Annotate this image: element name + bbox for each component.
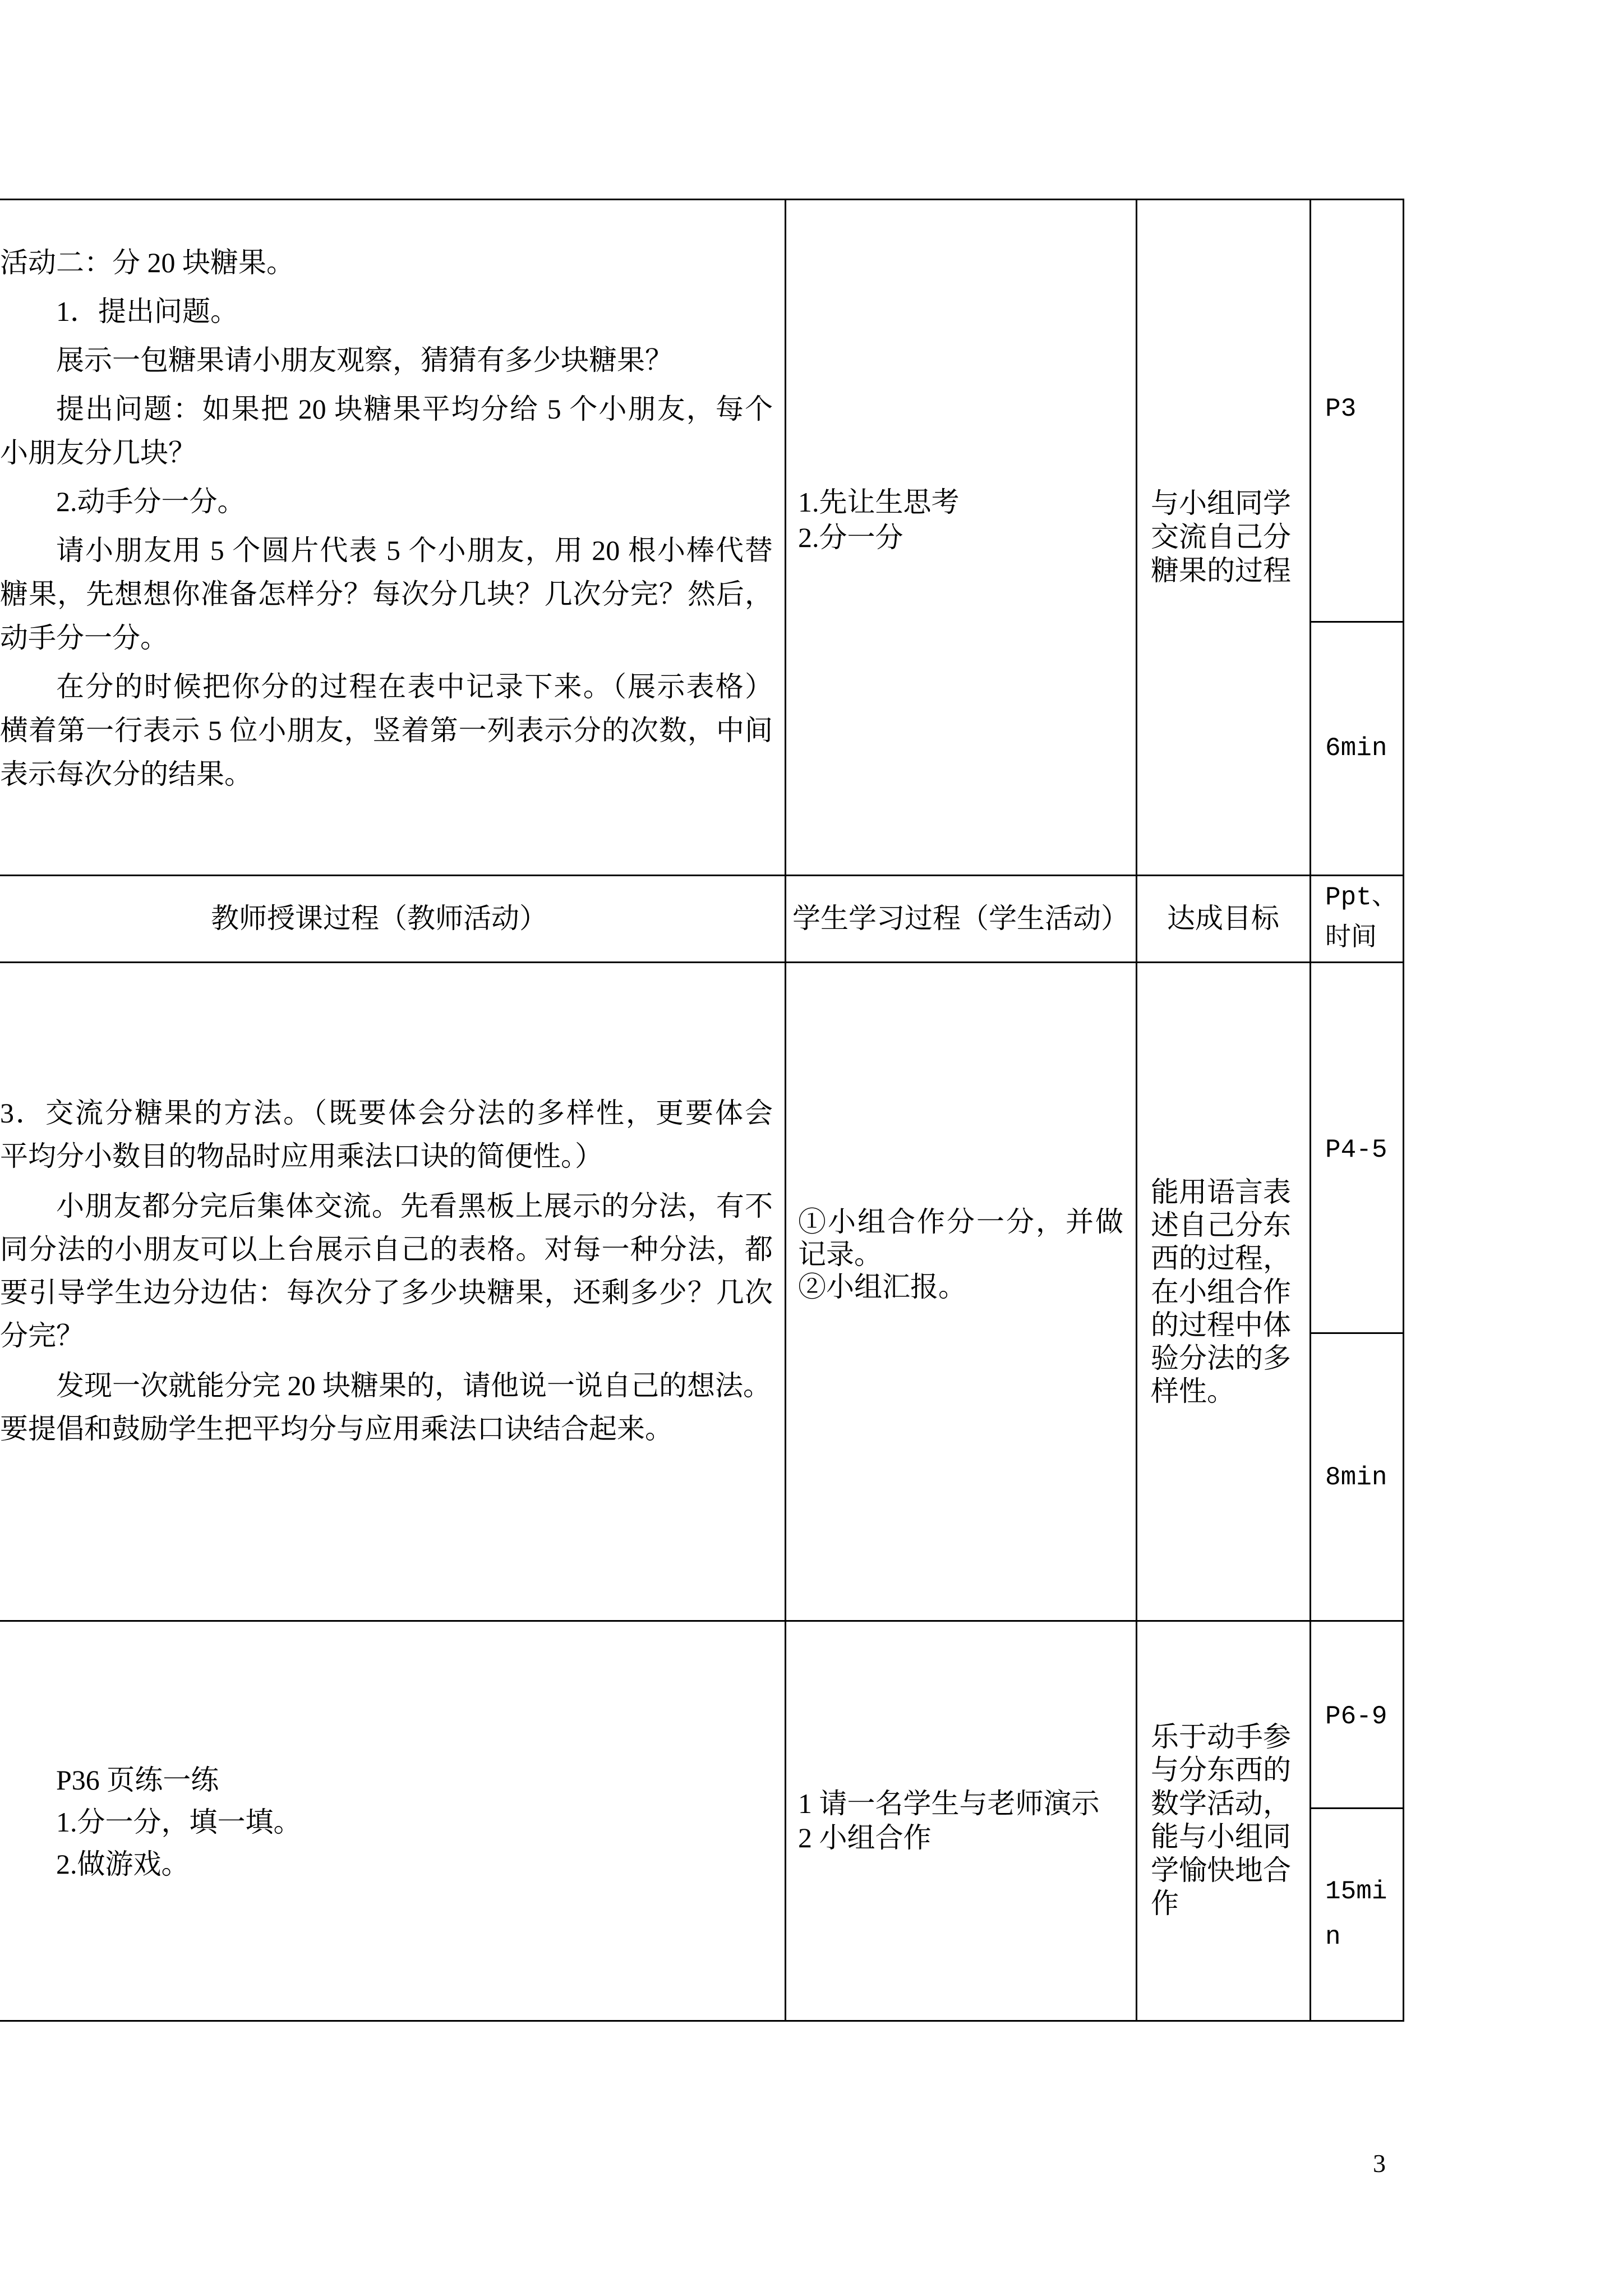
student-activity-line: 1 请一名学生与老师演示 [798,1788,1100,1819]
table-border-line [1310,199,1311,2022]
header-goal [1136,896,1310,940]
table-border-line [0,199,1404,200]
student-activity-line: ②小组汇报。 [798,1271,966,1303]
teacher-activity-line: 2.做游戏。 [56,1848,190,1880]
goal-line: 乐于动手参 [1151,1721,1291,1752]
teacher-activity-line: 发现一次就能分完 20 块糖果的，请他说一说自己的想法。 [56,1370,771,1401]
header-student-activity [785,896,1136,940]
goal-line: 与小组同学 [1151,487,1291,519]
goal-line: 能与小组同 [1151,1821,1291,1853]
time-line: n [1325,1922,1341,1952]
column-heading: 达成目标 [1167,903,1279,934]
teacher-activity-line: 小朋友分几块？ [0,437,196,468]
ppt-page-label: P4-5 [1325,1135,1387,1165]
teacher-activity-line: 要提倡和鼓励学生把平均分与应用乘法口诀结合起来。 [0,1413,673,1444]
table-border-line [1310,1332,1404,1334]
goal-line: 交流自己分 [1151,521,1291,553]
table-border-line [0,875,1404,876]
ppt-page-label: P3 [1325,394,1357,424]
column-heading: 时间 [1325,924,1377,953]
student-activity-line: 记录。 [798,1239,882,1270]
goal-cell [1151,1720,1308,1920]
student-activity-line: 2.分一分 [798,522,903,553]
teacher-activity-line: 1.分一分，填一填。 [56,1806,302,1838]
goal-line: 与分东西的 [1151,1754,1291,1786]
goal-cell [1151,486,1308,587]
goal-line: 的过程中体 [1151,1309,1291,1341]
ppt-page-label: P6-9 [1325,1702,1387,1731]
teacher-activity-line: 要引导学生边分边估：每次分了多少块糖果，还剩多少？几次 [0,1277,773,1308]
teacher-activity-line: 平均分小数目的物品时应用乘法口诀的简便性。） [0,1140,603,1172]
time-cell [1325,1869,1401,1960]
time-cell [1325,729,1401,768]
student-activity-line: ①小组合作分一分，并做 [798,1206,1123,1237]
goal-line: 糖果的过程 [1151,555,1291,586]
teacher-activity-line: 在分的时候把你分的过程在表中记录下来。（展示表格） [56,671,773,702]
time-cell [1325,1458,1401,1497]
student-activity-line: 1.先让生思考 [798,486,960,518]
teacher-activity-line: 同分法的小朋友可以上台展示自己的表格。对每一种分法，都 [0,1234,773,1265]
table-border-line [1403,199,1404,2022]
goal-line: 样性。 [1151,1375,1235,1407]
student-activity-cell [798,485,1129,555]
page-number: 3 [1373,2149,1386,2178]
teacher-activity-line: P36 页练一练 [56,1764,219,1796]
teacher-activity-line: 动手分一分。 [0,622,168,654]
student-activity-cell [798,1787,1129,1855]
column-heading: 学生学习过程（学生活动） [792,903,1129,934]
teacher-activity-line: 分完？ [0,1320,84,1351]
teacher-activity-line: 提出问题：如果把 20 块糖果平均分给 5 个小朋友，每个 [56,393,773,425]
teacher-activity-line: 糖果，先想想你准备怎样分？每次分几块？几次分完？然后， [0,578,773,610]
student-activity-cell [798,1205,1123,1303]
goal-line: 西的过程， [1151,1243,1291,1274]
teacher-activity-cell [0,241,773,796]
time-line: 15mi [1325,1877,1387,1906]
column-heading: Ppt、 [1325,883,1398,912]
column-heading: 教师授课过程（教师活动） [211,903,547,934]
table-border-line [1136,199,1137,2022]
teacher-activity-line: 请小朋友用 5 个圆片代表 5 个小朋友，用 20 根小棒代替 [56,535,773,566]
teacher-activity-line: 小朋友都分完后集体交流。先看黑板上展示的分法，有不 [56,1190,773,1222]
ppt-page-ref [1325,1130,1401,1170]
goal-line: 学愉快地合 [1151,1854,1291,1886]
teacher-activity-line: 活动二：分 20 块糖果。 [0,247,294,278]
teacher-activity-line: 表示每次分的结果。 [0,758,252,790]
student-activity-line: 2 小组合作 [798,1822,932,1853]
time-line: 8min [1325,1463,1387,1492]
table-border-line [0,1620,1404,1622]
header-teacher-activity [0,896,758,940]
table-border-line [1310,1807,1404,1809]
teacher-activity-line: 2.动手分一分。 [56,486,246,517]
table-border-line [785,199,786,2022]
goal-cell [1151,1176,1308,1408]
teacher-activity-line: 展示一包糖果请小朋友观察，猜猜有多少块糖果？ [56,344,673,376]
goal-line: 在小组合作 [1151,1276,1291,1308]
goal-line: 述自己分东 [1151,1209,1291,1241]
header-ppt-time [1325,877,1401,959]
teacher-activity-line: 横着第一行表示 5 位小朋友，竖着第一列表示分的次数，中间 [0,715,773,746]
ppt-page-ref [1325,1697,1401,1736]
table-border-line [0,961,1404,963]
goal-line: 数学活动， [1151,1787,1291,1819]
time-line: 6min [1325,734,1387,763]
teacher-activity-line: 3．交流分糖果的方法。（既要体会分法的多样性，更要体会 [0,1097,773,1129]
ppt-page-ref [1325,389,1401,429]
table-border-line [0,2020,1404,2022]
teacher-activity-line: 1．提出问题。 [56,296,238,327]
goal-line: 作 [1151,1888,1179,1920]
teacher-activity-cell [0,1759,773,1885]
table-border-line [1310,621,1404,623]
teacher-activity-cell [0,1092,773,1451]
goal-line: 验分法的多 [1151,1342,1291,1374]
goal-line: 能用语言表 [1151,1176,1291,1208]
